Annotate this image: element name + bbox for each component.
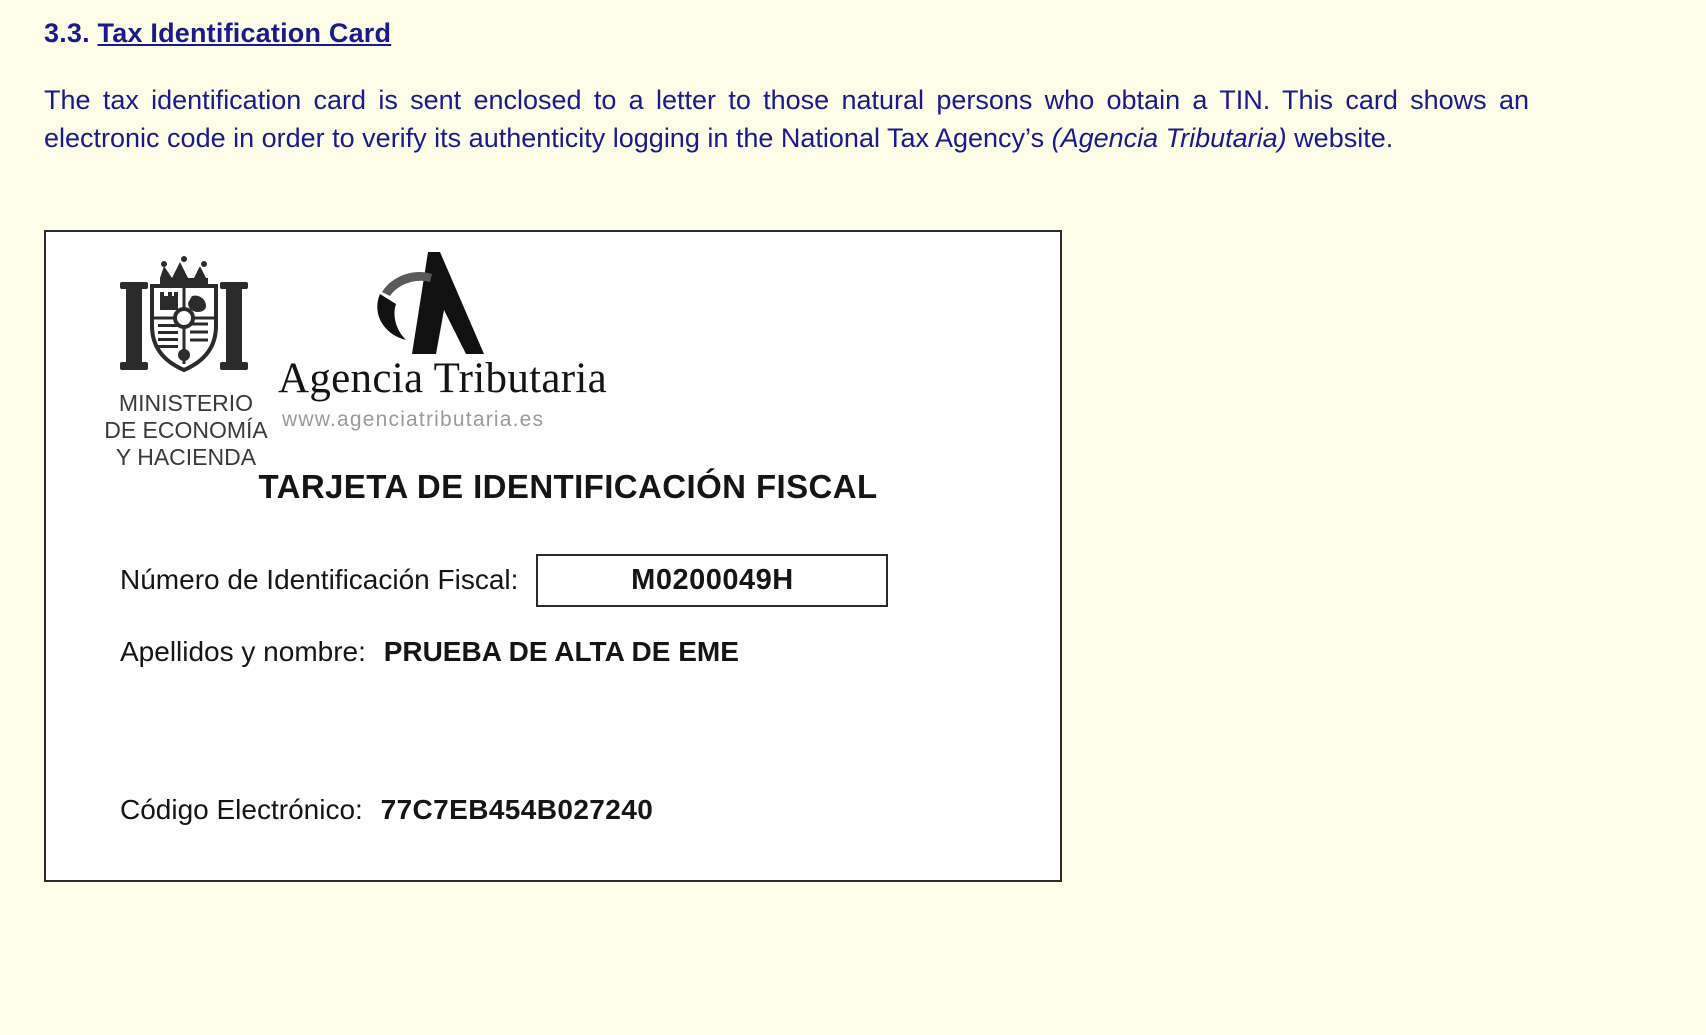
paragraph-text-italic: (Agencia Tributaria)	[1051, 123, 1287, 154]
electronic-code-label: Código Electrónico:	[120, 793, 363, 825]
ministry-line-1: MINISTERIO	[118, 389, 254, 416]
electronic-code-value: 77C7EB454B027240	[380, 793, 654, 825]
page-left-margin	[0, 0, 30, 1035]
agency-name: Agencia Tributaria	[278, 354, 608, 402]
agencia-tributaria-logo-icon	[366, 250, 486, 360]
tax-identification-card	[44, 230, 1062, 882]
card-title: TARJETA DE IDENTIFICACIÓN FISCAL	[258, 467, 878, 505]
ministry-line-2: DE ECONOMÍA	[104, 416, 268, 443]
spain-coat-of-arms-icon	[108, 256, 260, 386]
name-label: Apellidos y nombre:	[120, 635, 366, 667]
paragraph-text-part2: website.	[1286, 123, 1394, 154]
page-content	[44, 0, 1664, 882]
card-header	[46, 232, 1060, 470]
electronic-code-field-row	[120, 794, 653, 826]
paragraph-text-part1: The tax identification card is sent enclosed to a letter to those natural persons who obtain a TIN. This card shows an electronic code in order to verify its authenticity logging in the National Tax Agency’s	[44, 85, 1529, 154]
section-paragraph	[44, 81, 1529, 158]
agency-website-url: www.agenciatributaria.es	[282, 407, 545, 431]
section-heading	[44, 18, 1664, 49]
ministry-line-3: Y HACIENDA	[115, 443, 257, 470]
nif-label: Número de Identificación Fiscal:	[120, 564, 519, 596]
tax-card-figure	[44, 230, 1664, 882]
nif-value-box: M0200049H	[536, 554, 888, 607]
section-number: 3.3.	[44, 18, 90, 48]
nif-field-row	[120, 554, 888, 607]
name-field-row	[120, 636, 739, 668]
section-title: Tax Identification Card	[97, 18, 392, 48]
name-value: PRUEBA DE ALTA DE EME	[383, 635, 739, 667]
ministry-label	[98, 390, 274, 471]
